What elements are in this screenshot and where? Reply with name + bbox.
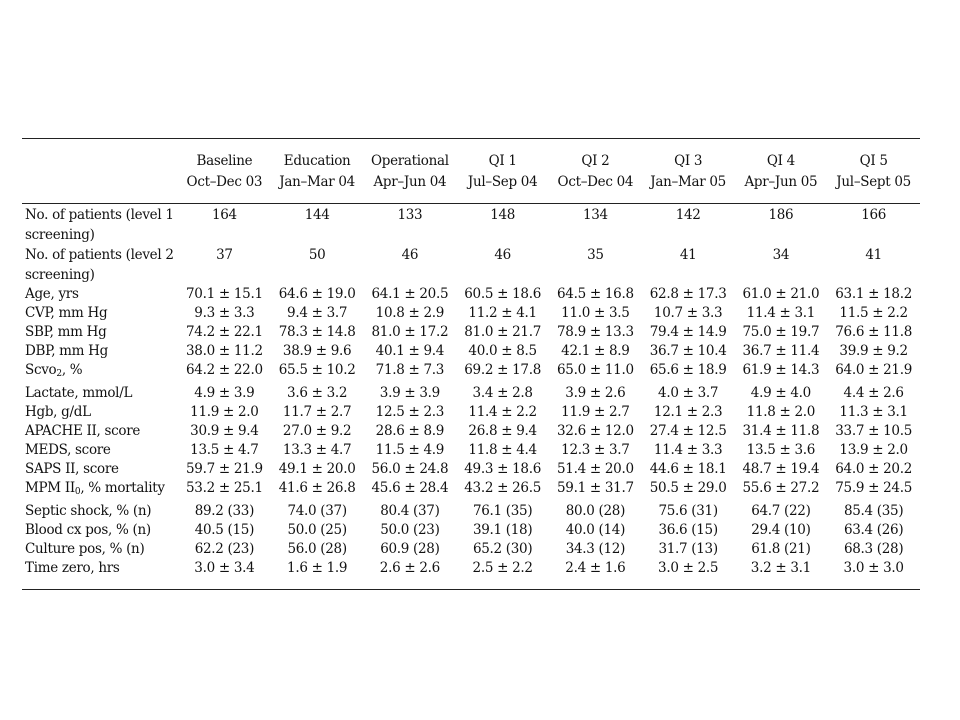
row-label: Culture pos, % (n) (25, 541, 145, 557)
row-label: CVP, mm Hg (25, 305, 108, 321)
row-label-subscript: 0 (74, 487, 81, 497)
table-cell: 29.4 (10) (751, 522, 811, 538)
spacer-row (22, 193, 920, 205)
header-row-names (22, 138, 920, 172)
table-row (22, 479, 920, 502)
table-cell: 59.1 ± 31.7 (557, 480, 634, 496)
table-row (22, 441, 920, 460)
table-cell: 49.1 ± 20.0 (278, 461, 356, 477)
table-cell: 79.4 ± 14.9 (649, 324, 727, 340)
table-cell: 31.4 ± 11.8 (742, 423, 820, 439)
column-header-name: QI 1 (488, 153, 517, 169)
table-cell: 3.0 ± 2.5 (658, 560, 719, 576)
row-label: SAPS II, score (25, 461, 119, 477)
column-header-name: QI 3 (674, 153, 703, 169)
row-label: Blood cx pos, % (n) (25, 522, 151, 538)
table-cell: 133 (397, 207, 423, 223)
table-cell: 46 (401, 247, 419, 263)
column-header-name: QI 5 (859, 153, 888, 169)
table-cell: 11.4 ± 2.2 (468, 404, 537, 420)
table-cell: 4.9 ± 3.9 (194, 385, 255, 401)
table-cell: 45.6 ± 28.4 (371, 480, 449, 496)
table-cell: 59.7 ± 21.9 (186, 461, 263, 477)
table-cell: 31.7 (13) (658, 541, 718, 557)
table-cell: 13.5 ± 3.6 (746, 442, 816, 458)
table-cell: 13.5 ± 4.7 (190, 442, 259, 458)
table-cell: 60.5 ± 18.6 (464, 286, 541, 302)
table-cell: 40.1 ± 9.4 (375, 343, 445, 359)
table-body (22, 193, 920, 578)
table-cell: 32.6 ± 12.0 (557, 423, 634, 439)
table-cell: 3.6 ± 3.2 (287, 385, 348, 401)
table-cell: 81.0 ± 21.7 (464, 324, 541, 340)
table-cell: 11.0 ± 3.5 (561, 305, 630, 321)
table-cell: 68.3 (28) (843, 541, 904, 557)
table-cell: 69.2 ± 17.8 (464, 362, 541, 378)
table-cell: 4.9 ± 4.0 (750, 385, 811, 401)
column-header-period: Jul–Sept 05 (836, 174, 911, 190)
table-row (22, 285, 920, 304)
table-cell: 3.9 ± 2.6 (565, 385, 626, 401)
table-cell: 65.5 ± 10.2 (278, 362, 356, 378)
table-cell: 37 (216, 247, 233, 263)
table-cell: 53.2 ± 25.1 (186, 480, 263, 496)
header-corner (22, 138, 178, 172)
table-cell: 48.7 ± 19.4 (742, 461, 820, 477)
table-cell: 11.2 ± 4.1 (468, 305, 537, 321)
table-cell: 2.6 ± 2.6 (379, 560, 440, 576)
table-cell: 33.7 ± 10.5 (835, 423, 912, 439)
table-cell: 36.7 ± 11.4 (742, 343, 820, 359)
table-row (22, 384, 920, 403)
table-cell: 41 (679, 247, 697, 263)
table-cell: 65.2 (30) (472, 541, 533, 557)
row-label: Age, yrs (25, 286, 79, 302)
table-cell: 27.0 ± 9.2 (282, 423, 352, 439)
table-row (22, 403, 920, 422)
table-cell: 42.1 ± 8.9 (561, 343, 630, 359)
table-cell: 3.0 ± 3.0 (843, 560, 904, 576)
table-cell: 85.4 (35) (843, 503, 904, 519)
table-cell: 30.9 ± 9.4 (190, 423, 259, 439)
bottom-rule (22, 589, 920, 590)
table-cell: 76.6 ± 11.8 (835, 324, 912, 340)
table-cell: 1.6 ± 1.9 (287, 560, 348, 576)
table-cell: 4.0 ± 3.7 (658, 385, 719, 401)
table-cell: 61.8 (21) (751, 541, 811, 557)
table-cell: 38.9 ± 9.6 (282, 343, 352, 359)
table-cell: 11.3 ± 3.1 (839, 404, 908, 420)
table-cell: 80.4 (37) (380, 503, 440, 519)
table-row (22, 304, 920, 323)
table-cell: 39.9 ± 9.2 (839, 343, 908, 359)
table-cell: 50.0 (23) (380, 522, 440, 538)
table-cell: 12.1 ± 2.3 (653, 404, 723, 420)
table-cell: 55.6 ± 27.2 (742, 480, 820, 496)
table-cell: 36.6 (15) (658, 522, 718, 538)
row-label: MEDS, score (25, 442, 111, 458)
table-row (22, 559, 920, 578)
table-cell: 40.0 (14) (565, 522, 626, 538)
table-header (22, 138, 920, 193)
table-cell: 11.8 ± 4.4 (468, 442, 537, 458)
column-header-period: Jul–Sep 04 (467, 174, 538, 190)
table-cell: 26.8 ± 9.4 (468, 423, 537, 439)
table-cell: 64.0 ± 20.2 (835, 461, 912, 477)
row-label: Hgb, g/dL (25, 404, 91, 420)
table-cell: 40.0 ± 8.5 (468, 343, 537, 359)
table-cell: 3.4 ± 2.8 (472, 385, 533, 401)
table-cell: 11.5 ± 2.2 (839, 305, 908, 321)
table-cell: 64.6 ± 19.0 (278, 286, 356, 302)
table-cell: 13.3 ± 4.7 (282, 442, 352, 458)
table-cell: 166 (861, 207, 887, 223)
column-header-period: Oct–Dec 04 (557, 174, 634, 190)
table-cell: 27.4 ± 12.5 (649, 423, 727, 439)
row-label: Septic shock, % (n) (25, 503, 152, 519)
table-cell: 49.3 ± 18.6 (464, 461, 541, 477)
table-cell: 4.4 ± 2.6 (843, 385, 904, 401)
table-cell: 11.9 ± 2.0 (190, 404, 259, 420)
table-cell: 11.7 ± 2.7 (282, 404, 352, 420)
table-cell: 80.0 (28) (565, 503, 626, 519)
table-cell: 9.3 ± 3.3 (194, 305, 255, 321)
table-cell: 62.2 (23) (194, 541, 255, 557)
table-cell: 51.4 ± 20.0 (557, 461, 634, 477)
table-cell: 148 (490, 207, 516, 223)
table-cell: 43.2 ± 26.5 (464, 480, 541, 496)
table-cell: 50.0 (25) (287, 522, 347, 538)
row-label: DBP, mm Hg (25, 343, 108, 359)
table-cell: 34.3 (12) (565, 541, 626, 557)
table-cell: 11.5 ± 4.9 (375, 442, 445, 458)
table-cell: 10.8 ± 2.9 (375, 305, 445, 321)
row-label (22, 479, 178, 502)
table-cell: 40.5 (15) (194, 522, 255, 538)
patient-characteristics-table (22, 138, 920, 578)
table-cell: 35 (587, 247, 604, 263)
table-cell: 12.5 ± 2.3 (375, 404, 445, 420)
table-row (22, 323, 920, 342)
table-row (22, 502, 920, 521)
row-label: SBP, mm Hg (25, 324, 107, 340)
table-cell: 64.0 ± 21.9 (835, 362, 912, 378)
column-header-period: Oct–Dec 03 (186, 174, 263, 190)
row-label: No. of patients (level 1 screening) (25, 207, 174, 243)
table-row (22, 422, 920, 441)
table-cell: 11.8 ± 2.0 (746, 404, 816, 420)
table-cell: 56.0 ± 24.8 (371, 461, 449, 477)
table-cell: 44.6 ± 18.1 (649, 461, 727, 477)
table-cell: 41 (865, 247, 882, 263)
table-cell: 3.0 ± 3.4 (194, 560, 255, 576)
table-cell: 36.7 ± 10.4 (649, 343, 727, 359)
table-row (22, 540, 920, 559)
row-label: Time zero, hrs (25, 560, 120, 576)
table-cell: 9.4 ± 3.7 (287, 305, 348, 321)
table-cell: 64.7 (22) (751, 503, 811, 519)
table-cell: 56.0 (28) (287, 541, 347, 557)
table-cell: 46 (494, 247, 511, 263)
table-cell: 134 (582, 207, 608, 223)
row-label-main: MPM II (25, 480, 75, 496)
column-header-name: QI 4 (766, 153, 795, 169)
table-cell: 75.0 ± 19.7 (742, 324, 820, 340)
table-cell: 142 (675, 207, 701, 223)
table-cell: 34 (772, 247, 790, 263)
row-label-subscript: 2 (56, 369, 62, 379)
header-row-periods (22, 172, 920, 193)
table-cell: 70.1 ± 15.1 (186, 286, 263, 302)
table-cell: 65.0 ± 11.0 (557, 362, 634, 378)
table-cell: 11.4 ± 3.3 (653, 442, 723, 458)
table-cell: 28.6 ± 8.9 (375, 423, 445, 439)
column-header-name: Operational (370, 153, 449, 169)
table-row (22, 521, 920, 540)
table-cell: 65.6 ± 18.9 (649, 362, 727, 378)
row-label: Lactate, mmol/L (25, 385, 133, 401)
table-cell: 81.0 ± 17.2 (371, 324, 449, 340)
table-cell: 74.0 (37) (287, 503, 347, 519)
table-cell: 11.9 ± 2.7 (561, 404, 630, 420)
table-cell: 71.8 ± 7.3 (375, 362, 445, 378)
table-cell: 74.2 ± 22.1 (186, 324, 263, 340)
column-header-period: Jan–Mar 05 (650, 174, 726, 190)
row-label-tail: , % (61, 362, 83, 378)
column-header-name: QI 2 (581, 153, 610, 169)
column-header-period: Apr–Jun 05 (744, 174, 818, 190)
table-cell: 164 (211, 207, 237, 223)
column-header-name: Education (283, 153, 351, 169)
table-row (22, 460, 920, 479)
table-cell: 63.1 ± 18.2 (835, 286, 912, 302)
table-cell: 3.9 ± 3.9 (379, 385, 440, 401)
header-corner-2 (22, 172, 178, 193)
table-cell: 50.5 ± 29.0 (649, 480, 727, 496)
table-row (22, 361, 920, 384)
table-row (22, 205, 920, 245)
table-cell: 144 (304, 207, 330, 223)
table-cell: 63.4 (26) (843, 522, 904, 538)
table-cell: 78.3 ± 14.8 (278, 324, 356, 340)
table-cell: 11.4 ± 3.1 (746, 305, 816, 321)
table-cell: 41.6 ± 26.8 (278, 480, 356, 496)
table-cell: 3.2 ± 3.1 (750, 560, 811, 576)
table-cell: 76.1 (35) (472, 503, 533, 519)
table-cell: 186 (768, 207, 794, 223)
table-cell: 10.7 ± 3.3 (653, 305, 723, 321)
table-cell: 12.3 ± 3.7 (561, 442, 630, 458)
table-cell: 60.9 (28) (380, 541, 440, 557)
table-cell: 61.9 ± 14.3 (742, 362, 820, 378)
table-row (22, 342, 920, 361)
row-label: No. of patients (level 2 screening) (25, 247, 174, 283)
table-cell: 39.1 (18) (472, 522, 533, 538)
table-cell: 64.1 ± 20.5 (371, 286, 449, 302)
row-label (22, 361, 178, 384)
column-header-period: Apr–Jun 04 (373, 174, 447, 190)
table-cell: 2.5 ± 2.2 (472, 560, 533, 576)
table-cell: 50 (308, 247, 326, 263)
row-label-main: Scvo (25, 362, 57, 378)
column-header-name: Baseline (196, 153, 253, 169)
table-cell: 38.0 ± 11.2 (186, 343, 263, 359)
table-cell: 75.9 ± 24.5 (835, 480, 912, 496)
table-cell: 61.0 ± 21.0 (742, 286, 820, 302)
table-row (22, 245, 920, 285)
row-label: APACHE II, score (25, 423, 141, 439)
table-cell: 64.5 ± 16.8 (557, 286, 634, 302)
table-cell: 2.4 ± 1.6 (565, 560, 626, 576)
table-cell: 89.2 (33) (194, 503, 255, 519)
table-cell: 13.9 ± 2.0 (839, 442, 908, 458)
table-cell: 64.2 ± 22.0 (186, 362, 263, 378)
column-header-period: Jan–Mar 04 (279, 174, 355, 190)
table-cell: 78.9 ± 13.3 (557, 324, 634, 340)
row-label-tail: , % mortality (80, 480, 165, 496)
table-cell: 62.8 ± 17.3 (649, 286, 727, 302)
table-cell: 75.6 (31) (658, 503, 718, 519)
